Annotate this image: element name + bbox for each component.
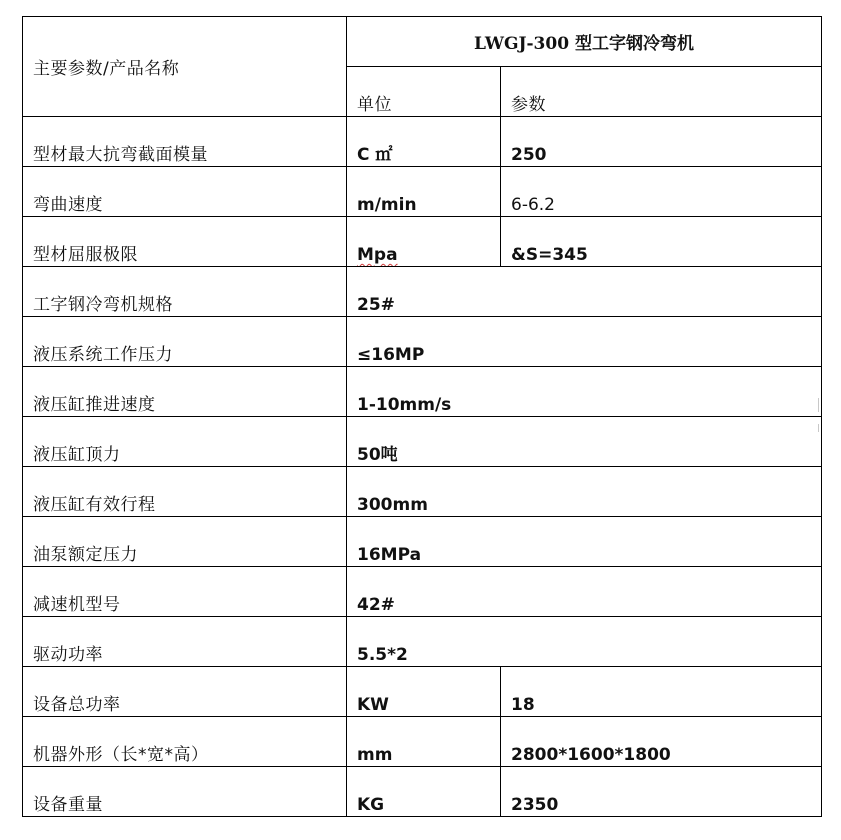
header-row-top	[23, 17, 822, 67]
row-value-cell: 25#	[347, 267, 822, 317]
row-value-cell: 5.5*2	[347, 617, 822, 667]
row-value-cell: 1-10mm/s	[347, 367, 822, 417]
header-corner-cell: 主要参数/产品名称	[23, 17, 347, 117]
row-value-cell: 50吨	[347, 417, 822, 467]
row-value-cell: 300mm	[347, 467, 822, 517]
table-row	[23, 167, 822, 217]
param-header-cell: 参数	[501, 67, 822, 117]
row-label-cell: 型材最大抗弯截面模量	[23, 117, 347, 167]
table-row	[23, 767, 822, 817]
table-row	[23, 667, 822, 717]
row-unit-cell: C ㎡	[347, 117, 501, 167]
row-value-cell: 6-6.2	[501, 167, 822, 217]
table-row	[23, 267, 822, 317]
table-row	[23, 367, 822, 417]
row-label-cell: 油泵额定压力	[23, 517, 347, 567]
row-value-cell: ≤16MP	[347, 317, 822, 367]
row-label-cell: 液压缸推进速度	[23, 367, 347, 417]
table-row	[23, 467, 822, 517]
row-label-cell: 驱动功率	[23, 617, 347, 667]
row-value-cell: 18	[501, 667, 822, 717]
table-row	[23, 317, 822, 367]
table-row	[23, 567, 822, 617]
row-unit-cell: mm	[347, 717, 501, 767]
table-row	[23, 217, 822, 267]
row-unit-cell: m/min	[347, 167, 501, 217]
table-row	[23, 417, 822, 467]
row-label-cell: 设备重量	[23, 767, 347, 817]
row-label-cell: 液压系统工作压力	[23, 317, 347, 367]
row-value-cell: 2350	[501, 767, 822, 817]
row-label-cell: 液压缸顶力	[23, 417, 347, 467]
table-row	[23, 517, 822, 567]
row-label-cell: 液压缸有效行程	[23, 467, 347, 517]
row-label-cell: 型材屈服极限	[23, 217, 347, 267]
row-value-cell: 250	[501, 117, 822, 167]
row-label-cell: 机器外形（长*宽*高）	[23, 717, 347, 767]
row-unit-cell: KG	[347, 767, 501, 817]
row-unit-cell: KW	[347, 667, 501, 717]
unit-header-cell: 单位	[347, 67, 501, 117]
row-label-cell: 工字钢冷弯机规格	[23, 267, 347, 317]
row-value-cell: 2800*1600*1800	[501, 717, 822, 767]
table-row	[23, 117, 822, 167]
product-title-cell: LWGJ-300 型工字钢冷弯机	[347, 17, 822, 67]
row-value-cell: 42#	[347, 567, 822, 617]
row-label-cell: 设备总功率	[23, 667, 347, 717]
table-row	[23, 617, 822, 667]
row-value-cell: &S=345	[501, 217, 822, 267]
table-row	[23, 717, 822, 767]
page-edge-mark	[818, 424, 823, 432]
row-value-cell: 16MPa	[347, 517, 822, 567]
spec-table	[22, 16, 822, 817]
row-label-cell: 减速机型号	[23, 567, 347, 617]
row-label-cell: 弯曲速度	[23, 167, 347, 217]
page-edge-mark	[818, 398, 823, 412]
spellcheck-underlined-unit: Mpa	[357, 245, 398, 265]
row-unit-cell	[347, 217, 501, 267]
